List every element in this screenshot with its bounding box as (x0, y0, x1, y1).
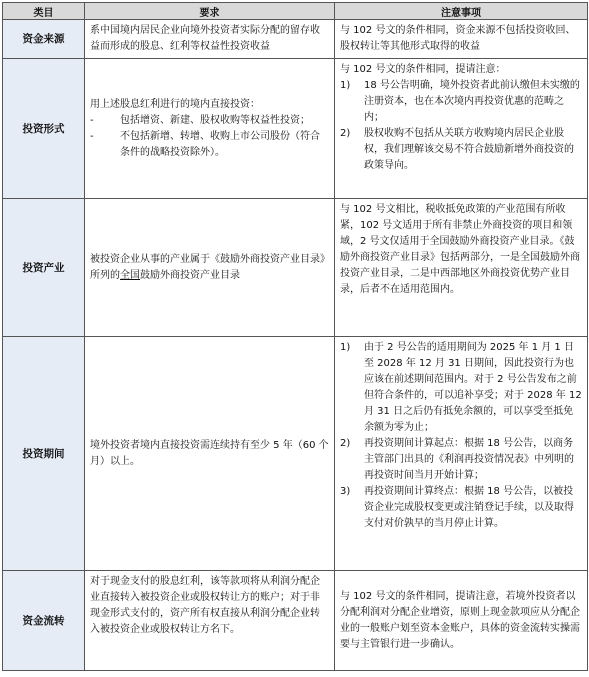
list-item (90, 129, 329, 161)
table-row (3, 59, 588, 199)
notes-intro: 与 102 号文的条件相同，提请注意： (340, 64, 506, 75)
list-item-text: 18 号公告明确，境外投资者此前认缴但未实缴的注册资本，也在本次境内再投资优惠的范畴之内； (364, 80, 580, 123)
requirement-intro: 用上述股息红利进行的境内直接投资： (90, 98, 260, 110)
list-item-text: 由于 2 号公告的适用期间为 2025 年 1 月 1 日至 2028 年 12 月 31 日期间，因此投资行为也应该在前述期间范围内。对于 2 号公告发布之前但符合条件的，可以追补享受；对于 2028 年 12 月 31 日之后仍有抵免余额的，可以享受至抵免余额为零为止； (364, 342, 582, 433)
requirement-text: 系中国境内居民企业向境外投资者实际分配的留存收益而形成的股息、红利等权益性投资收益 (90, 25, 320, 52)
notes-list (340, 340, 582, 532)
notes-cell (335, 571, 588, 671)
requirement-text (90, 252, 329, 284)
requirement-prefix: 被投资企业从事的产业属于《鼓励外商投资产业目录》所列的 (90, 253, 325, 281)
requirement-cell (85, 20, 335, 59)
list-item (340, 78, 582, 126)
header-requirement: 要求 (85, 3, 335, 20)
table-row (3, 199, 588, 337)
requirement-text: 境外投资者境内直接投资需连续持有至少 5 年（60 个月）以上。 (90, 439, 329, 467)
notes-cell (335, 20, 588, 59)
notes-list (340, 78, 582, 174)
requirement-list (90, 113, 329, 161)
notes-text: 与 102 号文相比，税收抵免政策的产业范围有所收紧，102 号文适用于所有非禁止外商投资的项目和领域，2 号文仅适用于全国鼓励外商投资产业目录。《鼓励外商投资产业目录》包括两部分，一是全国鼓励外商投资产业目录，二是中西部地区外商投资优势产业目录，后者不在适用范围内。 (340, 204, 580, 295)
list-marker: - (90, 114, 94, 126)
category-cell: 投资产业 (3, 199, 85, 337)
table-row (3, 20, 588, 59)
requirement-cell (85, 337, 335, 571)
list-item-text: 再投资期间计算终点：根据 18 号公告，以被投资企业完成股权变更或注销登记手续，以及取得支付对价孰早的当月停止计算。 (364, 486, 574, 529)
policy-table-container (2, 2, 587, 671)
list-item (340, 126, 582, 174)
category-cell: 资金流转 (3, 571, 85, 671)
notes-text: 与 102 号文的条件相同，提请注意，若境外投资者以分配利润对分配企业增资，原则上现金款项应从分配企业的一般账户划至资本金账户，具体的资金流转实操需要与主管银行进一步确认。 (340, 590, 580, 650)
category-cell: 投资形式 (3, 59, 85, 199)
list-item (340, 340, 582, 436)
requirement-cell (85, 571, 335, 671)
policy-conditions-table (2, 2, 588, 671)
list-marker: 2) (340, 438, 351, 449)
category-cell: 投资期间 (3, 337, 85, 571)
notes-text: 与 102 号文的条件相同，资金来源不包括投资收回、股权转让等其他形式取得的收益 (340, 25, 576, 52)
list-item (340, 484, 582, 532)
notes-cell (335, 199, 588, 337)
category-cell: 资金来源 (3, 20, 85, 59)
requirement-highlight: 全国 (120, 269, 140, 281)
list-item (340, 436, 582, 484)
list-item-text: 股权收购不包括从关联方收购境内居民企业股权，我们理解该交易不符合鼓励新增外商投资的政策导向。 (364, 128, 574, 171)
list-marker: - (90, 130, 94, 142)
requirement-text: 对于现金支付的股息红利，该等款项将从利润分配企业直接转入被投资企业或股权转让方的账户；对于非现金形式支付的，资产所有权直接从利润分配企业转入被投资企业或股权转让方名下。 (90, 576, 320, 635)
list-item-text: 不包括新增、转增、收购上市公司股份（符合条件的战略投资除外）。 (120, 130, 320, 158)
notes-cell (335, 337, 588, 571)
list-marker: 3) (340, 486, 351, 497)
list-marker: 2) (340, 128, 351, 139)
list-item-text: 再投资期间计算起点：根据 18 号公告，以商务主管部门出具的《利润再投资情况表》中列明的再投资时间当月开始计算； (364, 438, 574, 481)
table-row (3, 571, 588, 671)
list-marker: 1) (340, 80, 351, 91)
table-header-row (3, 3, 588, 20)
header-category: 类目 (3, 3, 85, 20)
requirement-suffix: 鼓励外商投资产业目录 (140, 269, 240, 281)
requirement-cell (85, 59, 335, 199)
list-item-text: 包括增资、新建、股权收购等权益性投资； (120, 114, 310, 126)
list-marker: 1) (340, 342, 351, 353)
notes-cell (335, 59, 588, 199)
header-notes: 注意事项 (335, 3, 588, 20)
requirement-cell (85, 199, 335, 337)
list-item (90, 113, 329, 129)
table-row (3, 337, 588, 571)
